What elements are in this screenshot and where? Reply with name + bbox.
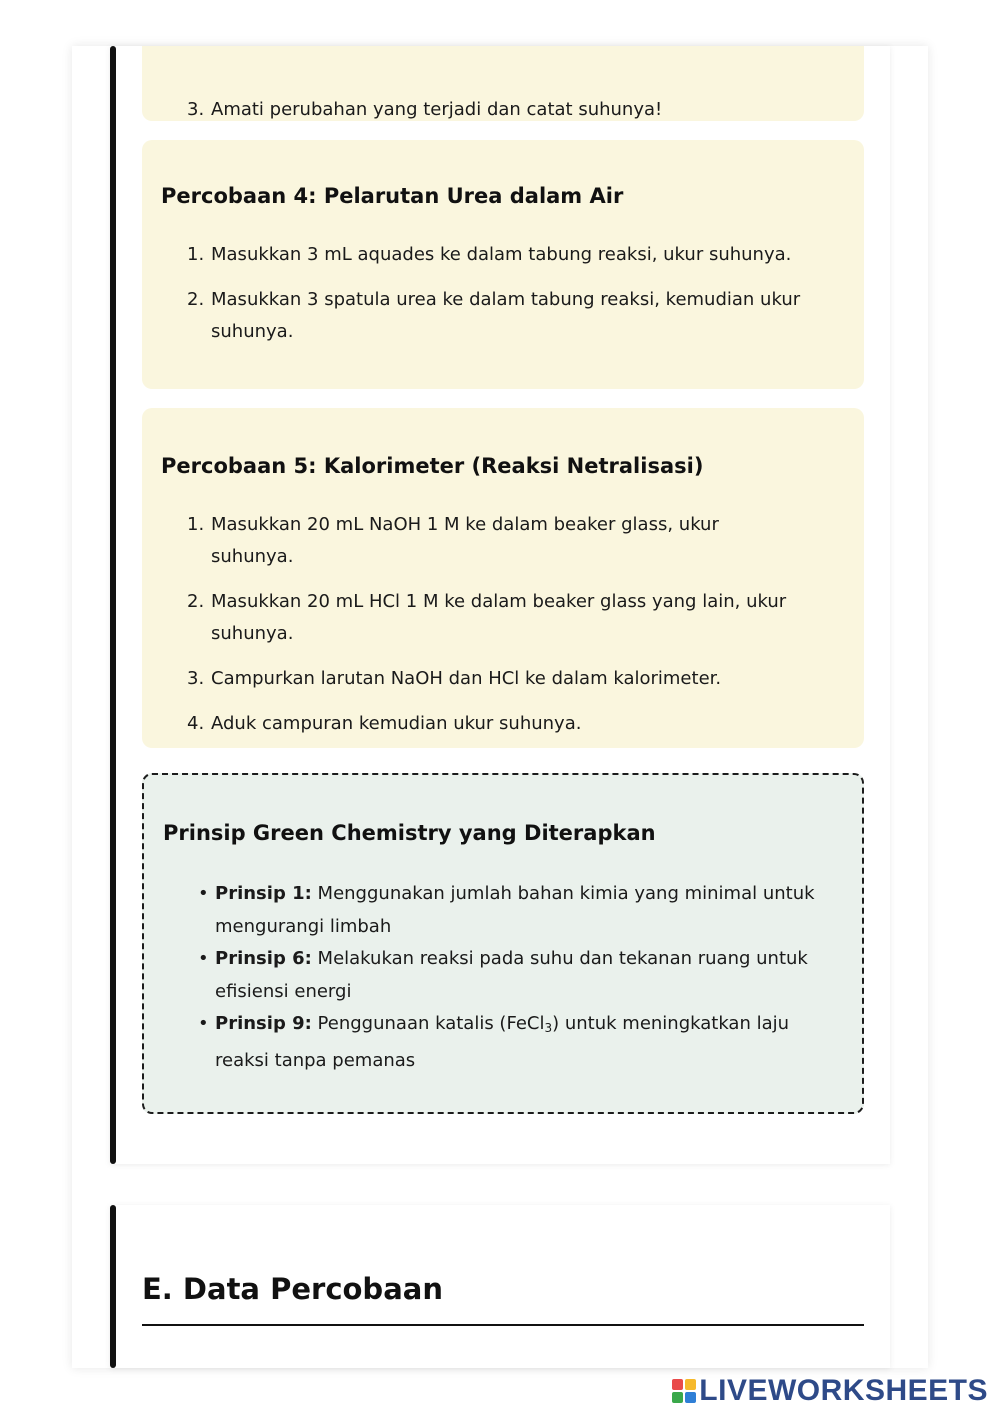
card-accent-bar: [110, 46, 116, 1164]
section-divider: [142, 1324, 864, 1326]
experiment-5-box: [142, 408, 864, 748]
list-item: • Prinsip 9: Penggunaan katalis (FeCl$_3$) untuk meningkatkan laju reaksi tanpa pemanas: [198, 1008, 838, 1077]
experiment-4-steps: [166, 239, 806, 361]
list-item: 3. Campurkan larutan NaOH dan HCl ke dalam kalorimeter.: [187, 668, 722, 689]
experiment-5-steps: [166, 509, 806, 753]
list-item: 2. Masukkan 3 spatula urea ke dalam tabung reaksi, kemudian ukur suhunya.: [187, 289, 801, 342]
experiment-3-steps: [166, 94, 806, 139]
green-chemistry-box: [142, 773, 864, 1114]
principles-list: [198, 878, 838, 1077]
liveworksheets-brand[interactable]: [672, 1372, 988, 1410]
list-item: 1. Masukkan 3 mL aquades ke dalam tabung reaksi, ukur suhunya.: [187, 244, 792, 265]
list-item: • Prinsip 1: Menggunakan jumlah bahan kimia yang minimal untuk mengurangi limbah: [198, 878, 838, 943]
list-item: 4. Aduk campuran kemudian ukur suhunya.: [187, 713, 582, 734]
liveworksheets-logo-icon: [672, 1379, 696, 1403]
list-item: 3. Amati perubahan yang terjadi dan catat suhunya!: [187, 99, 663, 120]
section-e-title: E. Data Percobaan: [142, 1272, 443, 1306]
bullet-icon: •: [198, 1013, 209, 1034]
bullet-icon: •: [198, 883, 209, 904]
card-accent-bar: [110, 1205, 116, 1368]
brand-name: LIVEWORKSHEETS: [699, 1374, 988, 1407]
green-chemistry-title: Prinsip Green Chemistry yang Diterapkan: [163, 821, 656, 845]
experiment-4-title: Percobaan 4: Pelarutan Urea dalam Air: [161, 184, 624, 208]
bullet-icon: •: [198, 948, 209, 969]
experiment-3-box: [142, 46, 864, 121]
list-item: • Prinsip 6: Melakukan reaksi pada suhu dan tekanan ruang untuk efisiensi energi: [198, 943, 838, 1008]
list-item: 2. Masukkan 20 mL HCl 1 M ke dalam beaker glass yang lain, ukur suhunya.: [187, 591, 787, 644]
experiment-4-box: [142, 140, 864, 389]
experiment-5-title: Percobaan 5: Kalorimeter (Reaksi Netralisasi): [161, 454, 704, 478]
list-item: 1. Masukkan 20 mL NaOH 1 M ke dalam beaker glass, ukur suhunya.: [187, 514, 719, 567]
